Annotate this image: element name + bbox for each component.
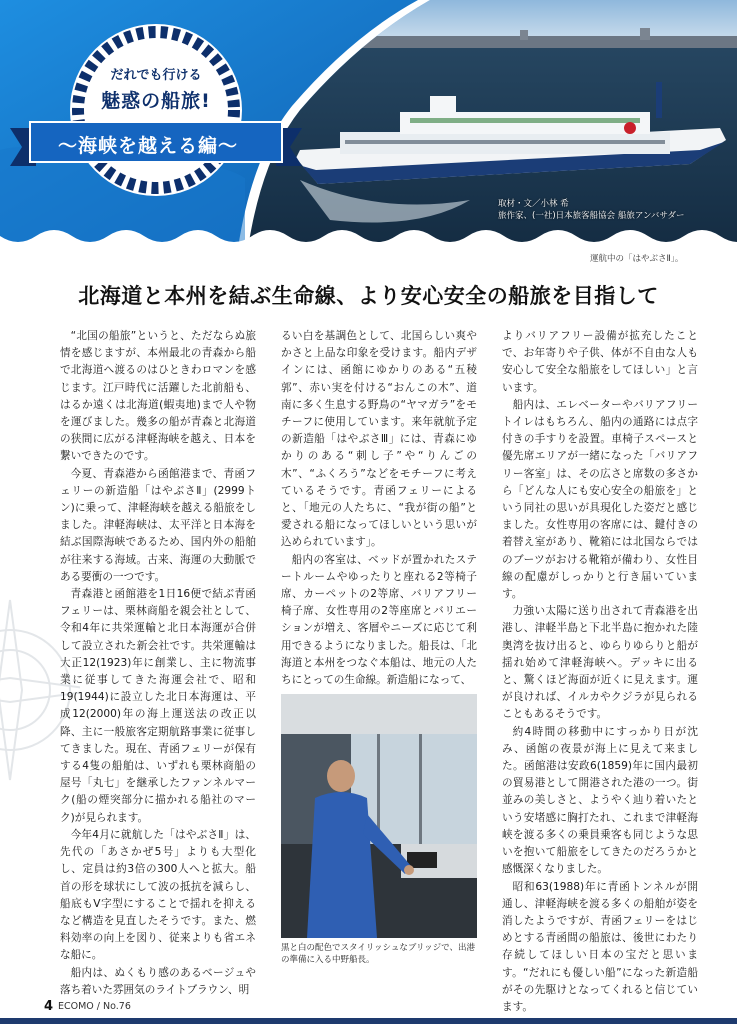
magazine-issue: ECOMO / No.76 [58,1001,131,1012]
credit-line-1: 取材・文／小林 希 [498,199,569,209]
captain-photo [281,694,477,938]
article-column-1 [60,328,256,999]
footer-rule [0,1018,737,1024]
hero-banner [0,0,737,248]
author-credit [498,198,684,222]
article-headline: 北海道と本州を結ぶ生命線、より安心安全の船旅を目指して [78,284,659,308]
paragraph: るい白を基調色として、北国らしい爽やかさと上品な印象を受けます。船内デザインには、函館にゆかりのある“五稜郭”、赤い実を付ける“おんこの木”、道南に多く生息する野鳥の“ヤマガラ”をモチーフに使用しています。来年就航予定の新造船「はやぶさⅢ」には、青森にゆかりのある“刺し子”や“りんごの木”、“ふくろう”などをモチーフに考えているそうです。青函フェリーによると、「地元の人たちに、“我が街の船”と愛される船になってほしいという思いが込められています」。 [281,330,477,549]
paragraph: 青森港と函館港を1日16便で結ぶ青函フェリーは、栗林商船を親会社として、令和4年に共栄運輸と北日本海運が合併して設立された新会社です。共栄運輸は大正12(1923)年に創業し、主に物流事業に従事してきた海運会社で、昭和19(1944)に設立した北日本海運は、平成12(2000)年の海上運送法の改正以降、主に一般旅客定期航路事業に従事してきました。現在、青函フェリーが保有する4隻の船舶は、いずれも栗林商船の屋号「丸七」を継承したファンネルマーク(船の煙突部分に描かれる船社のマーク)が見られます。 [60,588,256,824]
paragraph: よりバリアフリー設備が拡充したことで、お年寄りや子供、体が不自由な人も安心して安全な船旅をしてほしい」と言います。 [502,330,698,394]
paragraph: “北国の船旅”というと、ただならぬ旅情を感じますが、本州最北の青森から船で北海道へ渡るのはひときわロマンを感じます。江戸時代に活躍した北前船も、はるか遠くは北海道(蝦夷地)まで人や物を運びました。幾多の船が青森と北海道の狭間に広がる津軽海峡を越え、日本を繋いできたのです。 [60,330,256,463]
credit-line-2: 旅作家、(一社)日本旅客船協会 船旅アンバサダー [498,211,685,221]
article-column-3 [502,328,698,1016]
paragraph: 昭和63(1988)年に青函トンネルが開通し、津軽海峡を渡る多くの船舶が姿を消したようですが、青函フェリーをはじめとする青函間の船旅は、後世にわたり存続してほしい日本の宝だと思います。“だれにも優しい船”になった新造船がその先駆けとなってくれると信じています。 [502,880,698,1013]
paragraph: 船内の客室は、ベッドが置かれたステートルームやゆったりと座れる2等椅子席、カーペットの2等席、バリアフリー椅子席、女性専用の2等座席とバリエーションが増え、客層やニーズに応じて利用できるようになりました。船長は、「北海道と本州をつなぐ本船は、地元の人たちにとっての生命線。新造船になって、 [281,553,477,687]
paragraph: 今夏、青森港から函館港まで、青函フェリーの新造船「はやぶさⅡ」(2999トン)に乗って、津軽海峡を越える船旅をしました。津軽海峡は、太平洋と日本海を結ぶ国際海峡であるため、国内外の船舶が往来する海域。古来、海運の大動脈である要衝の一つです。 [60,467,256,583]
badge-subtitle: だれでも行ける [110,68,202,83]
paragraph: 力強い太陽に送り出されて青森港を出港し、津軽半島と下北半島に抱かれた陸奥湾を抜け出ると、ゆらりゆらりと船が揺れ始めて津軽海峡へ。デッキに出ると、驚くほど海面が近くに見えます。運が良ければ、イルカやクジラが見られることもあるそうです。 [502,605,698,721]
photo-caption: 黒と白の配色でスタイリッシュなブリッジで、出港の準備に入る中野船長。 [281,943,475,965]
article-column-2 [281,328,477,689]
paragraph: 約4時間の移動中にすっかり日が沈み、函館の夜景が海上に見えて来ました。函館港は安政6(1859)年に国内最初の貿易港として開港された港の一つ。街並みの美しさと、ようやく辿り着いたという安堵感に胸打たれ、これまで津軽海峡を渡る多くの乗員乗客も同じような思いを抱いて船旅をしてきたのだろうかと感慨深くなりました。 [502,725,698,876]
paragraph: 今年4月に就航した「はやぶさⅡ」は、先代の「あさかぜ5号」よりも大型化し、定員は約3倍の300人へと拡大。船首の形を球状にして波の抵抗を減らし、船底もV字型にすることで揺れを抑えるなど構造を見直したそうです。また、燃料効率の向上を図り、従来よりも省エネな船に。 [60,828,256,962]
bridge-illustration [281,694,477,938]
paragraph: 船内は、エレベーターやバリアフリートイレはもちろん、船内の通路には点字付きの手すりを設置。車椅子スペースと優先席エリアが一緒になった「バリアフリー客室」は、その広さと席数の多さから「どんな人にも安心安全の船旅を」という同社の思いが具現化した姿だと感じました。女性専用の客席には、鍵付きの着替え室があり、靴箱には北国ならではのブーツがおける靴箱が備わり、女性目線の配慮がしっかりと行き届いています。 [502,398,698,601]
page-number: 4 [44,999,54,1014]
badge-title: 魅惑の船旅! [101,90,211,112]
paragraph: 船内は、ぬくもり感のあるベージュや落ち着いた雰囲気のライトブラウン、明 [60,966,256,996]
series-title: 〜海峡を越える編〜 [57,135,238,157]
ship-caption: 運航中の「はやぶさⅡ」。 [590,254,684,264]
